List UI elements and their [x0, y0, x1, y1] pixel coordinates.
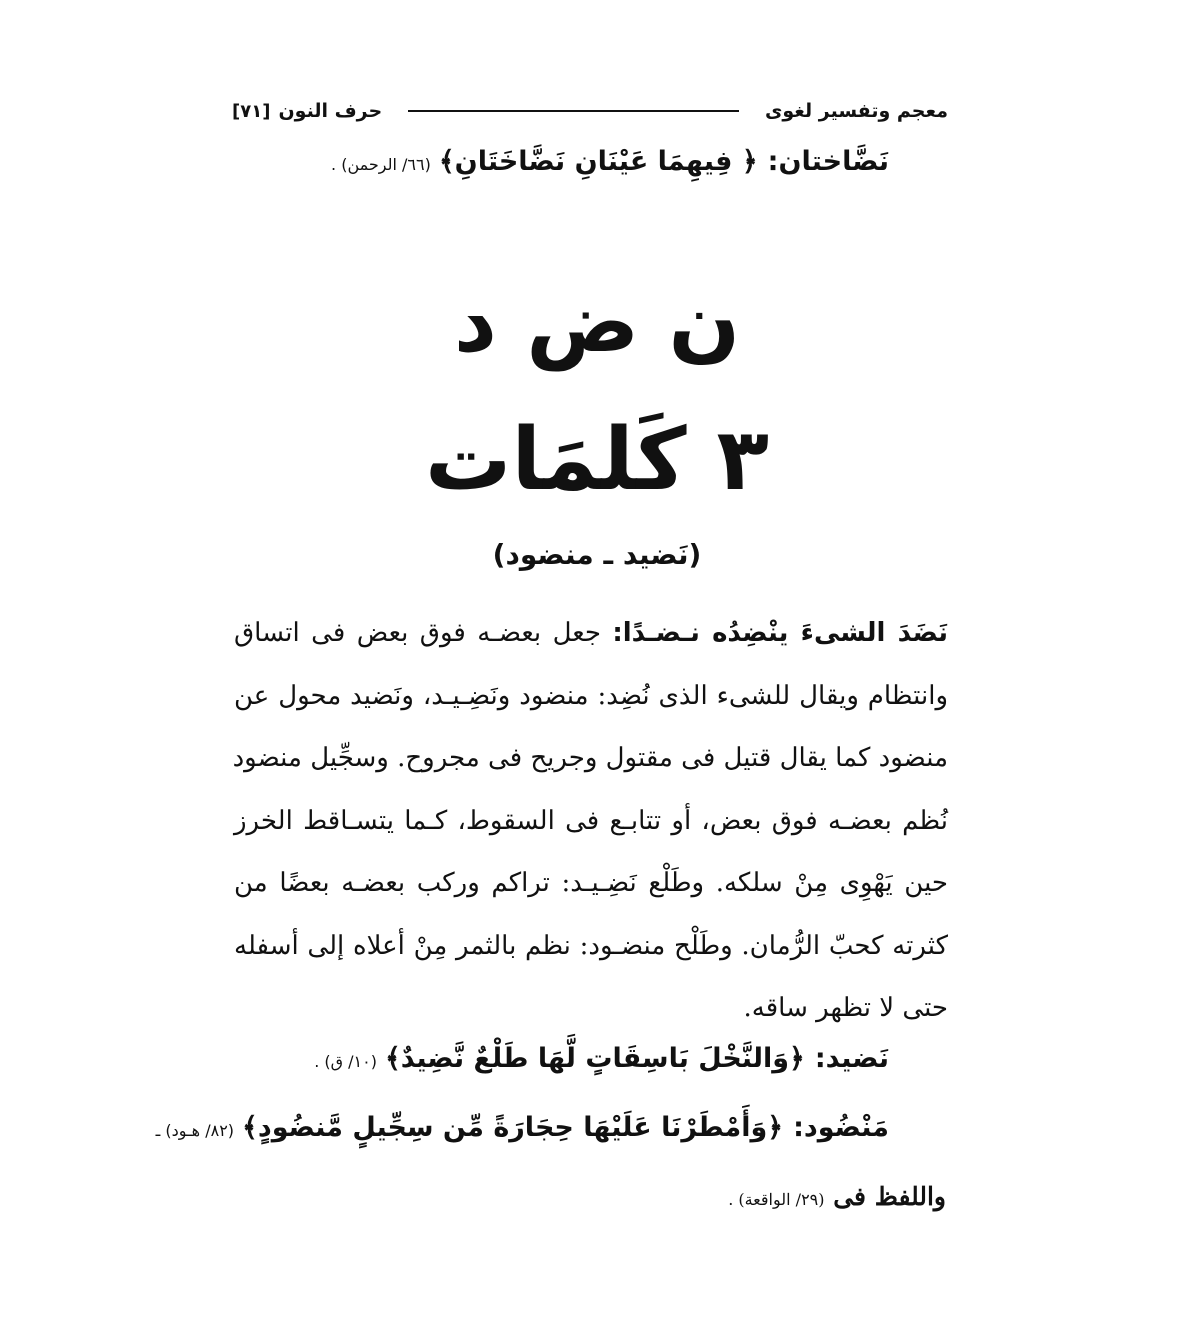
verse-entry-mandud [156, 1112, 889, 1143]
root-letters: ن ض د [453, 273, 741, 371]
book-title: معجم وتفسير لغوى [764, 100, 948, 122]
verse-term: مَنْضُود: [793, 1112, 889, 1143]
verse-reference: (٨٢/ هـود) ـ [155, 1121, 235, 1140]
tail-text: واللفظ فى [833, 1182, 946, 1211]
verse-quote: ﴿وَأَمْطَرْنَا عَلَيْهَا حِجَارَةً مِّن سِجِّيلٍ مَّنضُودٍ﴾ [242, 1112, 784, 1143]
section-title: حرف النون [278, 100, 383, 122]
definition-line: وانتظام ويقال للشىء الذى نُضِد: منضود ونَضِـيـد، ونَضيد محول عن [234, 680, 948, 711]
top-entry-quote: ﴿ فِيهِمَا عَيْنَانِ نَضَّاخَتَانِ﴾ [438, 146, 758, 177]
verse-reference: (١٠/ ق) . [314, 1052, 377, 1071]
tail-note [728, 1182, 946, 1211]
tail-reference: (٢٩/ الواقعة) . [728, 1190, 825, 1209]
section-heading [232, 100, 382, 122]
definition-line: حين يَهْوِى مِنْ سلكه. وطَلْع نَضِـيـد: تراكم وركب بعضـه بعضًا من [234, 868, 948, 898]
definition-paragraph [234, 602, 948, 1040]
top-entry-term: نَضَّاختان: [767, 146, 889, 177]
root-words-list: (نَضيد ـ منضود) [492, 538, 702, 571]
running-header [232, 96, 948, 126]
top-entry [331, 146, 889, 177]
page-number: [٧١] [232, 100, 271, 122]
verse-quote: ﴿وَالنَّخْلَ بَاسِقَاتٍ لَّهَا طَلْعٌ نَّضِيدٌ﴾ [384, 1043, 805, 1074]
definition-line [234, 602, 948, 665]
definition-line: كثرته كحبّ الرُّمان. وطَلْح منضـود: نظم بالثمر مِنْ أعلاه إلى أسفله [234, 930, 948, 961]
header-rule [408, 110, 739, 112]
verse-term: نَضيد: [814, 1043, 889, 1074]
verse-entry-nadid [314, 1043, 889, 1074]
top-entry-reference: (٦٦/ الرحمن) . [331, 155, 431, 174]
word-count-title: ٣ كَلمَات [425, 410, 769, 510]
definition-line-text: جعل بعضـه فوق بعض فى اتساق [234, 618, 601, 648]
definition-line: حتى لا تظهر ساقه. [743, 993, 948, 1023]
definition-line: منضود كما يقال قتيل فى مقتول وجريح فى مجروح. وسجِّيل منضود [232, 743, 948, 773]
definition-lead: نَضَدَ الشىءَ ينْضِدُه نـضـدًا: [612, 618, 949, 648]
definition-line: نُظم بعضـه فوق بعض، أو تتابـع فى السقوط، كـما يتسـاقط الخرز [234, 805, 948, 836]
